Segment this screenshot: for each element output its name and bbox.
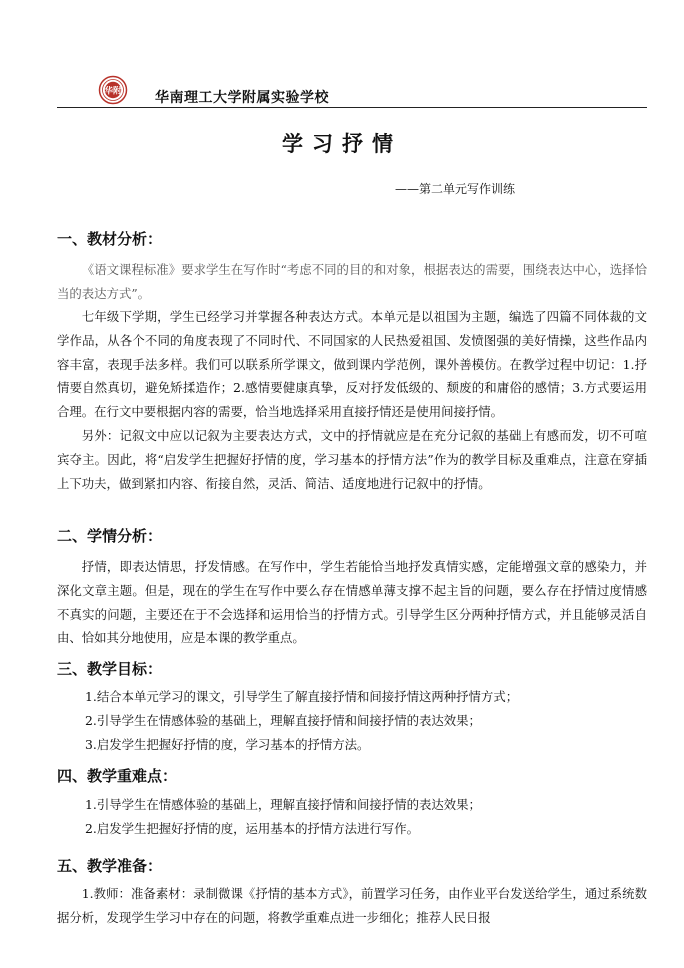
school-logo-text: 华附 bbox=[104, 86, 122, 97]
paragraph-student-analysis: 抒情，即表达情思，抒发情感。在写作中，学生若能恰当地抒发真情实感，定能增强文章的感染力，并深化文章主题。但是，现在的学生在写作中要么存在情感单薄支撑不起主旨的问题，要么存在抒情过度情感不真实的问题，主要还在于不会选择和运用恰当的抒情方式。引导学生区分两种抒情方式，并且能够灵活自由、恰如其分地使用，应是本课的教学重点。 bbox=[57, 559, 647, 646]
document-subtitle: ——第二单元写作训练 bbox=[395, 182, 516, 196]
list-item-goal-3: 3.启发学生把握好抒情的度，学习基本的抒情方法。 bbox=[85, 737, 370, 752]
paragraph-teaching-focus: 另外：记叙文中应以记叙为主要表达方式，文中的抒情就应是在充分记叙的基础上有感而发，切不可喧宾夺主。因此，将“启发学生把握好抒情的度，学习基本的抒情方法”作为的教学目标及重难点，注意在穿插上下功夫，做到紧扣内容、衔接自然，灵活、简洁、适度地进行记叙中的抒情。 bbox=[57, 428, 647, 491]
section-heading-textbook-analysis: 一、教材分析： bbox=[57, 230, 163, 248]
list-item-key-point-2: 2.启发学生把握好抒情的度，运用基本的抒情方法进行写作。 bbox=[85, 821, 419, 836]
paragraph-teacher-preparation: 1.教师：准备素材：录制微课《抒情的基本方式》，前置学习任务，由作业平台发送给学生，通过系统数据分析，发现学生学习中存在的问题，将教学重难点进一步细化；推荐人民日报 bbox=[57, 886, 647, 925]
school-logo bbox=[98, 75, 128, 105]
school-name: 华南理工大学附属实验学校 bbox=[155, 90, 329, 106]
header-box bbox=[57, 57, 647, 107]
list-item-goal-2: 2.引导学生在情感体验的基础上，理解直接抒情和间接抒情的表达效果； bbox=[85, 713, 481, 728]
paragraph-unit-overview: 七年级下学期，学生已经学习并掌握各种表达方式。本单元是以祖国为主题，编选了四篇不同体裁的文学作品，从各个不同的角度表现了不同时代、不同国家的人民热爱祖国、发愤图强的美好情操，这些作品内容丰富，表现手法多样。我们可以联系所学课文，做到课内学范例，课外善模仿。在教学过程中切记：1.抒情要自然真切，避免矫揉造作；2.感情要健康真挚，反对抒发低级的、颓废的和庸俗的感情；3.方式要运用合理。在行文中要根据内容的需要，恰当地选择采用直接抒情还是使用间接抒情。 bbox=[57, 309, 647, 420]
list-item-goal-1: 1.结合本单元学习的课文，引导学生了解直接抒情和间接抒情这两种抒情方式； bbox=[85, 689, 519, 704]
list-item-key-point-1: 1.引导学生在情感体验的基础上，理解直接抒情和间接抒情的表达效果； bbox=[85, 797, 481, 812]
section-heading-teaching-goals: 三、教学目标： bbox=[57, 660, 163, 678]
section-heading-student-analysis: 二、学情分析： bbox=[57, 527, 163, 545]
section-heading-preparation: 五、教学准备： bbox=[57, 857, 163, 875]
document-title: 学习抒情 bbox=[282, 132, 402, 156]
header-divider bbox=[57, 107, 647, 108]
paragraph-curriculum-standard: 《语文课程标准》要求学生在写作时“考虑不同的目的和对象，根据表达的需要，围绕表达中心，选择恰当的表达方式”。 bbox=[57, 262, 647, 301]
section-heading-key-points: 四、教学重难点： bbox=[57, 767, 178, 785]
